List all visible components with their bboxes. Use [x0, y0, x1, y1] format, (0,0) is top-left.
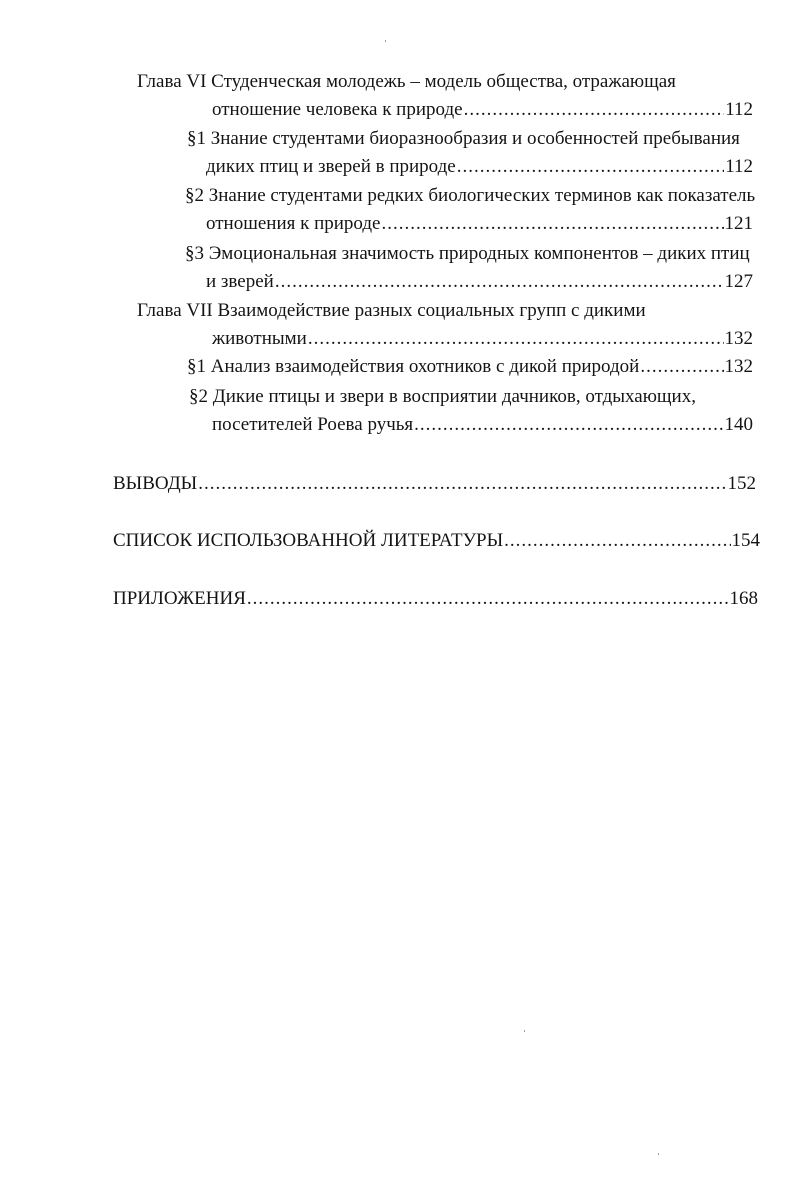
toc-appendices-entry	[113, 587, 758, 611]
dot-leader	[504, 529, 730, 553]
scan-speck	[524, 1030, 525, 1032]
toc-entry-text: §1 Анализ взаимодействия охотников с дикой природой	[187, 356, 640, 377]
toc-entry-text: отношения к природе	[206, 213, 381, 234]
toc-entry-text: отношение человека к природе	[212, 99, 463, 120]
toc-section-3-entry	[206, 270, 753, 294]
page-number: 127	[724, 271, 753, 292]
toc-entry-text: животными	[212, 328, 307, 349]
toc-entry-text: ПРИЛОЖЕНИЯ	[113, 588, 246, 609]
page-number: 112	[725, 99, 753, 120]
toc-entry-text: диких птиц и зверей в природе	[206, 156, 456, 177]
scan-speck	[385, 40, 386, 42]
toc-chapter-7-title: Глава VII Взаимодействие разных социальных групп с дикими	[137, 300, 646, 321]
toc-entry-text: СПИСОК ИСПОЛЬЗОВАННОЙ ЛИТЕРАТУРЫ	[113, 530, 504, 551]
toc-chapter-7-entry	[212, 327, 753, 351]
toc-section-1-title: §1 Знание студентами биоразнообразия и особенностей пребывания	[187, 128, 740, 149]
toc-section-3-title: §3 Эмоциональная значимость природных компонентов – диких птиц	[185, 243, 750, 264]
page-number: 121	[724, 213, 753, 234]
page-number: 140	[724, 414, 753, 435]
dot-leader	[640, 355, 723, 379]
toc-entry-text: ВЫВОДЫ	[113, 473, 198, 494]
toc-entry-text: посетителей Роева ручья	[212, 414, 414, 435]
toc-chapter-7-section-2-title: §2 Дикие птицы и звери в восприятии дачников, отдыхающих,	[189, 386, 696, 407]
toc-chapter-6-entry	[212, 98, 753, 122]
dot-leader	[464, 98, 725, 122]
page-number: 154	[731, 530, 760, 551]
dot-leader	[308, 327, 724, 351]
page-number: 168	[729, 588, 758, 609]
toc-chapter-7-section-1-entry	[187, 355, 753, 379]
toc-section-1-entry	[206, 155, 753, 179]
dot-leader	[247, 587, 729, 611]
toc-chapter-7-section-2-entry	[212, 413, 753, 437]
page-number: 112	[725, 156, 753, 177]
toc-references-entry	[113, 529, 760, 553]
toc-chapter-6-title: Глава VI Студенческая молодежь – модель общества, отражающая	[137, 71, 676, 92]
dot-leader	[457, 155, 724, 179]
dot-leader	[414, 413, 723, 437]
dot-leader	[198, 472, 726, 496]
scan-speck	[658, 1153, 659, 1155]
toc-section-2-title: §2 Знание студентами редких биологических терминов как показатель	[185, 185, 756, 206]
toc-conclusions-entry	[113, 472, 756, 496]
page-number: 132	[724, 356, 753, 377]
page-number: 152	[727, 473, 756, 494]
toc-section-2-entry	[206, 212, 753, 236]
page-number: 132	[724, 328, 753, 349]
dot-leader	[381, 212, 723, 236]
toc-entry-text: и зверей	[206, 271, 274, 292]
dot-leader	[275, 270, 724, 294]
